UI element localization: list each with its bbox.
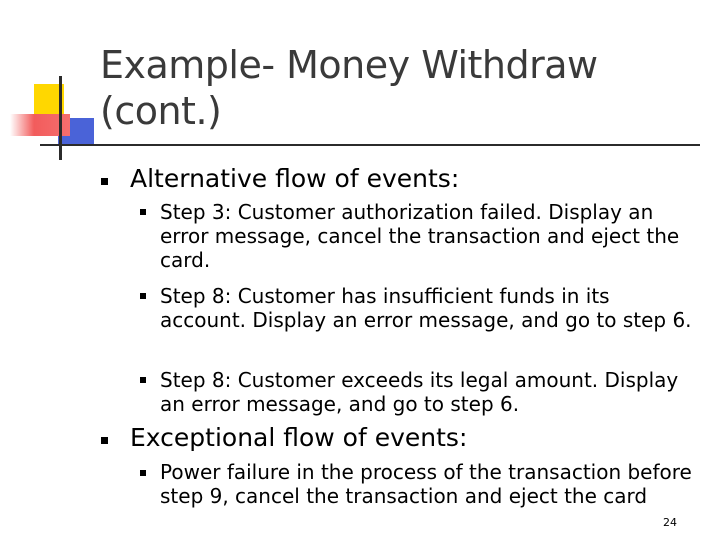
title-rule bbox=[40, 144, 700, 146]
decorative-vertical-line bbox=[59, 76, 62, 160]
sub-bullet-marker bbox=[140, 377, 146, 383]
sub-bullet-step3: Step 3: Customer authorization failed. Display an error message, cancel the transaction and eject the card. bbox=[160, 200, 680, 272]
slide-title-line-1: Example- Money Withdraw bbox=[100, 43, 598, 87]
sub-bullet-marker bbox=[140, 470, 146, 476]
bullet-marker bbox=[101, 437, 108, 444]
sub-bullet-step8-funds: Step 8: Customer has insufficient funds in its account. Display an error message, and go to step 6. bbox=[160, 284, 692, 332]
sub-bullet-power-failure: Power failure in the process of the transaction before step 9, cancel the transaction and eject the card bbox=[160, 460, 692, 508]
bullet-marker bbox=[101, 178, 108, 185]
slide-title bbox=[100, 42, 700, 134]
sub-bullet-marker bbox=[140, 293, 146, 299]
bullet-alternative-flow: Alternative flow of events: bbox=[130, 164, 460, 193]
sub-bullet-marker bbox=[140, 209, 146, 215]
slide-title-line-2: (cont.) bbox=[100, 89, 222, 133]
bullet-exceptional-flow: Exceptional flow of events: bbox=[130, 423, 468, 452]
page-number: 24 bbox=[663, 516, 677, 529]
sub-bullet-step8-legal: Step 8: Customer exceeds its legal amount. Display an error message, and go to step 6. bbox=[160, 368, 679, 416]
